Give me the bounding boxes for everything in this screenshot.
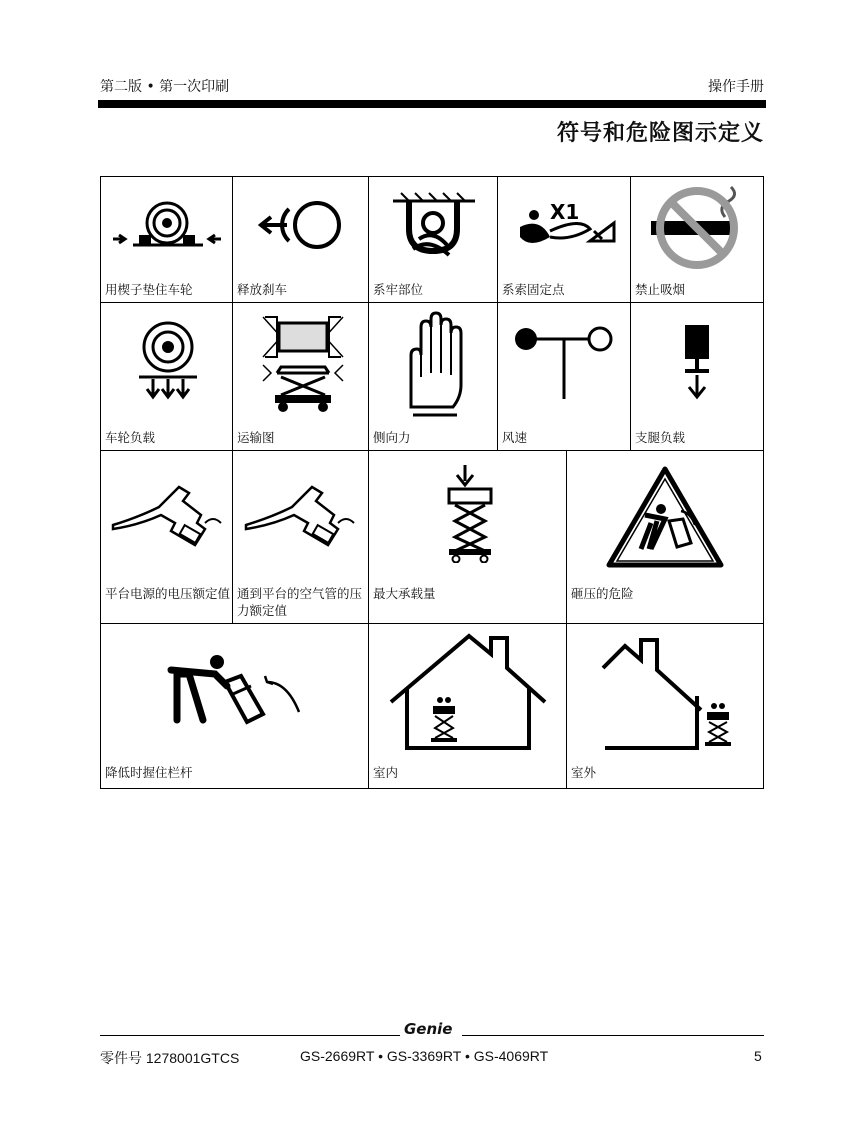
symbol-caption: 禁止吸烟 bbox=[635, 282, 686, 297]
symbol-cell bbox=[100, 176, 233, 303]
symbol-cell bbox=[497, 302, 631, 451]
no-smoking-icon bbox=[647, 183, 751, 273]
outdoor-icon bbox=[597, 632, 747, 752]
page-header bbox=[100, 76, 764, 96]
symbol-cell bbox=[100, 302, 233, 451]
symbol-caption: 最大承载量 bbox=[373, 586, 436, 601]
symbol-caption: 侧向力 bbox=[373, 430, 411, 445]
footer-rule-right bbox=[462, 1035, 764, 1036]
wheel-load-icon bbox=[131, 319, 205, 403]
lanyard-anchor-icon bbox=[510, 197, 622, 257]
symbol-cell bbox=[630, 176, 764, 303]
symbol-caption: 系索固定点 bbox=[502, 282, 565, 297]
symbol-caption: 支腿负载 bbox=[635, 430, 686, 445]
symbol-caption: 通到平台的空气管的压力额定值 bbox=[237, 586, 363, 618]
air-hose-icon bbox=[241, 479, 361, 549]
wind-speed-icon bbox=[512, 321, 616, 401]
symbol-cell bbox=[368, 623, 567, 789]
page-title: 符号和危险图示定义 bbox=[556, 121, 764, 146]
symbol-caption: 系牢部位 bbox=[373, 282, 424, 297]
svg-text:X1: X1 bbox=[550, 200, 580, 224]
symbol-cell bbox=[497, 176, 631, 303]
symbol-cell bbox=[368, 302, 498, 451]
symbol-caption: 运输图 bbox=[237, 430, 275, 445]
symbol-cell bbox=[368, 450, 567, 624]
page-number: 5 bbox=[754, 1048, 762, 1064]
symbol-caption: 用楔子垫住车轮 bbox=[105, 282, 193, 297]
symbol-cell bbox=[232, 302, 369, 451]
symbol-caption: 车轮负载 bbox=[105, 430, 156, 445]
indoor-icon bbox=[385, 632, 551, 752]
symbol-caption: 砸压的危险 bbox=[571, 586, 634, 601]
side-force-hand-icon bbox=[403, 311, 465, 417]
transport-diagram-icon bbox=[261, 313, 345, 413]
symbol-cell bbox=[100, 623, 369, 789]
symbol-cell bbox=[232, 176, 369, 303]
symbol-cell bbox=[630, 302, 764, 451]
genie-logo: Genie bbox=[404, 1020, 453, 1038]
header-rule bbox=[98, 100, 766, 108]
symbol-caption: 风速 bbox=[502, 430, 528, 445]
symbol-cell bbox=[100, 450, 233, 624]
symbol-cell bbox=[368, 176, 498, 303]
hold-rail-icon bbox=[163, 652, 311, 732]
symbol-caption: 降低时握住栏杆 bbox=[105, 765, 193, 780]
part-number: 零件号 1278001GTCS bbox=[100, 1050, 240, 1066]
model-list: GS-2669RT • GS-3369RT • GS-4069RT bbox=[300, 1048, 549, 1064]
symbol-cell bbox=[566, 623, 764, 789]
tie-down-point-icon bbox=[389, 189, 479, 263]
brake-release-icon bbox=[257, 197, 347, 257]
symbol-cell bbox=[232, 450, 369, 624]
crush-hazard-icon bbox=[603, 463, 727, 571]
edition-text: 第二版 • 第一次印刷 bbox=[100, 79, 230, 95]
wheel-chock-icon bbox=[111, 197, 223, 257]
symbol-caption: 平台电源的电压额定值 bbox=[105, 586, 231, 601]
power-plug-icon bbox=[109, 479, 227, 549]
symbol-caption: 释放刹车 bbox=[237, 282, 288, 297]
symbol-cell bbox=[566, 450, 764, 624]
symbol-caption: 室外 bbox=[571, 765, 597, 780]
manual-type-text: 操作手册 bbox=[708, 79, 764, 95]
footer-rule-left bbox=[100, 1035, 400, 1036]
max-capacity-icon bbox=[447, 463, 493, 563]
outrigger-load-icon bbox=[677, 323, 717, 403]
symbol-caption: 室内 bbox=[373, 765, 399, 780]
